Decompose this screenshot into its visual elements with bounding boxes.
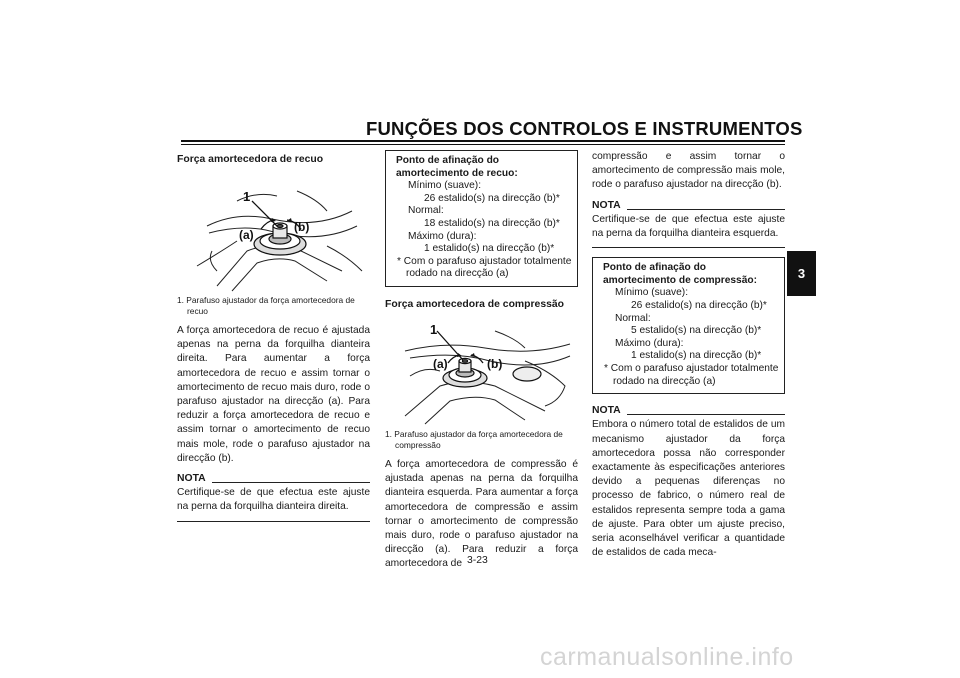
spec-max-value: 1 estalido(s) na direcção (b)* — [424, 243, 555, 255]
column-3 — [592, 150, 785, 560]
nota-end-rule — [592, 247, 785, 248]
figure-label-1: 1 — [243, 189, 251, 205]
spec-title: Ponto de afinação do amortecimento de compressão: — [603, 262, 757, 286]
spec-note: * Com o parafuso ajustador totalmente rodado na direcção (a) — [604, 362, 779, 387]
compression-spec-box — [592, 257, 785, 394]
header-rule-thin — [181, 144, 785, 145]
rebound-adjuster-figure — [177, 171, 370, 292]
compression-adjuster-illustration — [385, 316, 578, 426]
figure-label-b: (b) — [294, 220, 310, 235]
nota-end-rule — [177, 521, 370, 522]
spec-max-label: Máximo (dura): — [615, 337, 684, 349]
nota-compression — [592, 199, 785, 249]
nota-rule — [627, 414, 785, 415]
nota-label: NOTA — [592, 199, 621, 211]
nota-text: Certifique-se de que efectua este ajuste na perna da forquilha dianteira esquerda. — [592, 213, 785, 240]
column-1 — [177, 150, 370, 522]
rebound-paragraph: A força amortecedora de recuo é ajustada apenas na perna da forquilha dianteira direita. Para aumentar a força amortecedora de recuo e assim tornar o amortecimento de recuo mais duro, rode o parafuso ajustador na direcção (a). Para reduzir a força amortecedora de recuo e assim tornar o amortecimento de recuo mais mole, rode o parafuso ajustador na direcção (b). — [177, 325, 370, 464]
rebound-adjuster-illustration — [177, 171, 370, 292]
figure-label-1: 1 — [430, 322, 438, 338]
spec-min-value: 26 estalido(s) na direcção (b)* — [631, 300, 767, 311]
figure-label-a: (a) — [239, 228, 254, 243]
spec-max-label: Máximo (dura): — [408, 230, 477, 242]
figure-label-a: (a) — [433, 357, 448, 372]
spec-min-label: Mínimo (suave): — [615, 287, 689, 299]
nota-rule — [212, 482, 370, 483]
spec-normal-label: Normal: — [615, 312, 651, 324]
nota-clicks — [592, 404, 785, 560]
compression-adjuster-figure — [385, 316, 578, 426]
compression-damping-heading: Força amortecedora de compressão — [385, 298, 565, 310]
spec-min-label: Mínimo (suave): — [408, 180, 482, 192]
chapter-tab: 3 — [787, 251, 816, 296]
rebound-spec-box — [385, 150, 578, 287]
page-number: 3-23 — [467, 555, 488, 566]
nota-label: NOTA — [592, 405, 621, 417]
spec-normal-value: 5 estalido(s) na direcção (b)* — [631, 325, 762, 337]
column-2 — [385, 150, 578, 572]
spec-min-value: 26 estalido(s) na direcção (b)* — [424, 192, 560, 204]
nota-label: NOTA — [177, 473, 206, 485]
spec-normal-value: 18 estalido(s) na direcção (b)* — [424, 217, 560, 229]
nota-text: Embora o número total de estalidos de um mecanismo ajustador da força amortecedora possa não corresponder exactamente às especificações anteriores devido a pequenas diferenças no processo de fabrico, o número real de estalidos representa sempre toda a gama de ajuste. Para obter um ajuste preciso, seria aconselhável verificar a quantidade de estalidos de cada meca- — [592, 419, 785, 559]
watermark: carmanualsonline.info — [540, 643, 794, 671]
rebound-damping-heading: Força amortecedora de recuo — [177, 154, 324, 165]
compression-paragraph-continued: compressão e assim tornar o amortecimento de compressão mais mole, rode o parafuso ajustador na direcção (b). — [592, 151, 785, 191]
compression-paragraph: A força amortecedora de compressão é ajustada apenas na perna da forquilha dianteira esquerda. Para aumentar a força amortecedora de compressão e assim tornar o amortecimento de compressão mais duro, rode o parafuso ajustador na direcção (a). Para reduzir a força amortecedora de — [385, 458, 578, 570]
nota-rebound — [177, 472, 370, 522]
spec-title: Ponto de afinação do amortecimento de recuo: — [396, 155, 518, 179]
nota-text: Certifique-se de que efectua este ajuste na perna da forquilha dianteira direita. — [177, 487, 370, 513]
header-rule — [181, 140, 785, 142]
figure-label-b: (b) — [487, 357, 503, 372]
nota-rule — [627, 209, 785, 210]
spec-max-value: 1 estalido(s) na direcção (b)* — [631, 350, 762, 362]
spec-normal-label: Normal: — [408, 205, 444, 217]
spec-note: * Com o parafuso ajustador totalmente rodado na direcção (a) — [397, 255, 572, 280]
compression-figure-caption: 1. Parafuso ajustador da força amortecedora de compressão — [385, 429, 563, 450]
rebound-figure-caption: 1. Parafuso ajustador da força amortecedora de recuo — [177, 295, 355, 316]
page-header-title: FUNÇÕES DOS CONTROLOS E INSTRUMENTOS — [366, 118, 803, 139]
